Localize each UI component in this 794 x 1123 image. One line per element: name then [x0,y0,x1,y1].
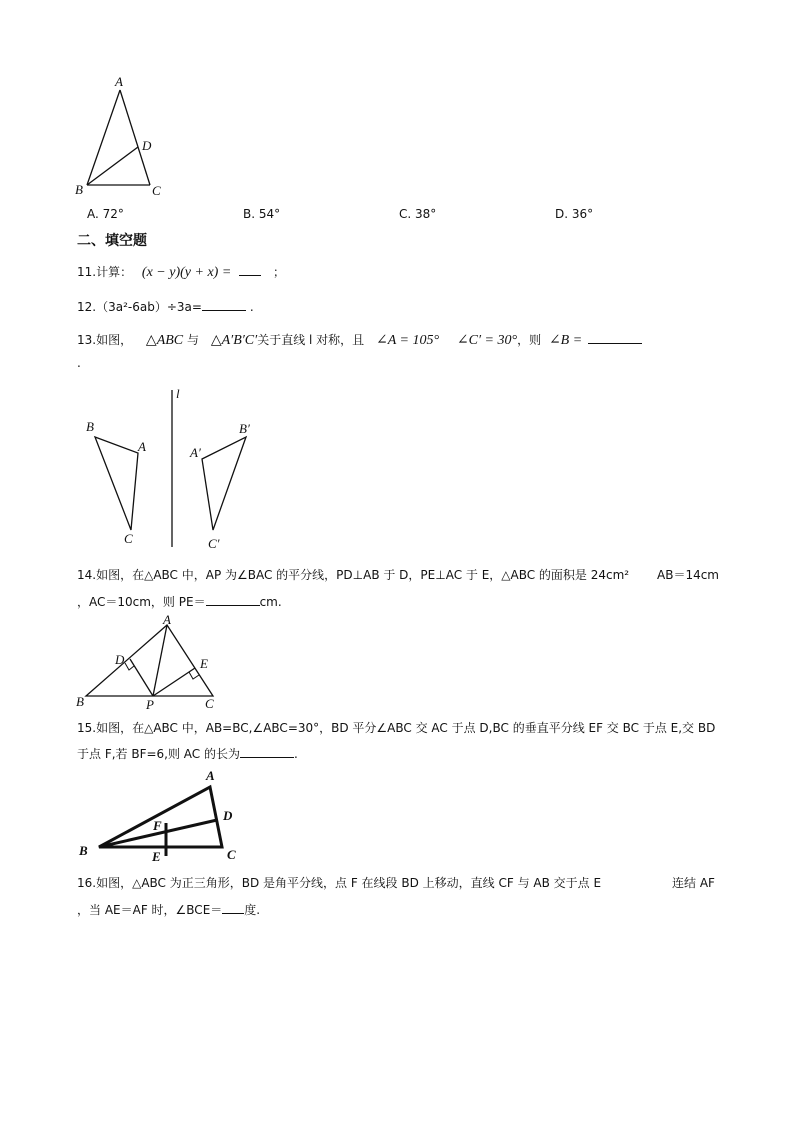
q11-line [77,263,285,281]
fig13-label-l: l [176,386,180,401]
q11-suffix: ； [272,265,285,279]
q13-triangle-abc: △ABC [145,333,184,348]
fig15-label-b: B [79,843,88,858]
section-title: 二、填空题 [77,233,147,249]
q11-prefix: 11.计算： [77,265,133,279]
triangle-abc [95,437,138,530]
q15-line1: 15.如图，在△ABC 中，AB=BC,∠ABC=30°，BD 平分∠ABC 交 AC 于点 D,BC 的垂直平分线 EF 交 BC 于点 E,交 BD [77,721,716,735]
q13-figure [80,385,280,555]
q11-answer-blank[interactable] [239,263,261,276]
q15-suffix: . [294,747,298,761]
q15-line2 [77,745,298,762]
q16-line1b: 连结 AF [672,876,715,890]
fig14-label-b: B [76,694,84,709]
q11-expression: (x − y)(y + x) = [141,265,232,280]
q13-then: ，则 [517,333,542,347]
fig15-label-c: C [227,847,236,862]
fig13-label-b-prime: B′ [239,421,250,436]
fig13-label-a: A [138,439,146,454]
fig14-label-e: E [200,656,208,671]
q14-line1 [77,567,629,583]
q12-answer-blank[interactable] [202,298,246,311]
fig13-label-b: B [86,419,94,434]
q13-part2: 关于直线 l 对称，且 [257,333,365,347]
q13-triangle-abc-prime: △A′B′C′ [210,333,258,348]
q13-end: . [77,356,81,370]
q14-answer-blank[interactable] [206,593,260,606]
edge-ab [87,90,120,185]
q13-angle-c-prime: ∠C′ = 30° [456,333,518,348]
q14-line2 [77,593,282,610]
q12-line [77,298,254,315]
q12-text: 12.（3a²-6ab）÷3a= [77,300,202,314]
q16-answer-blank[interactable] [222,901,244,914]
q13-answer-blank[interactable] [588,331,642,344]
q14-text1: 14.如图，在△ABC 中，AP 为∠BAC 的平分线，PD⊥AB 于 D，PE⊥AC 于 E，△ABC 的面积是 24cm² [77,568,630,582]
triangle-abc [86,625,213,696]
fig14-label-c: C [205,696,214,711]
q10-option-a[interactable]: A. 72° [87,207,124,221]
q13-line [77,331,642,349]
q16-text2: ，当 AE＝AF 时，∠BCE＝ [77,903,223,917]
fig10-label-a: A [115,74,123,89]
q14-line1b: AB＝14cm [657,568,719,582]
edge-bd [87,147,138,185]
q16-line1: 16.如图，△ABC 为正三角形，BD 是角平分线，点 F 在线段 BD 上移动，直线 CF 与 AB 交于点 E [77,876,602,890]
q13-part1: 13.如图， [77,333,133,347]
fig13-label-a-prime: A′ [190,445,201,460]
fig13-label-c-prime: C′ [208,536,220,551]
fig10-label-b: B [75,182,83,197]
q15-text2: 于点 F,若 BF=6,则 AC 的长为 [77,747,240,761]
q15-answer-blank[interactable] [240,745,294,758]
triangle-abc-prime [202,437,246,530]
q13-with: 与 [186,333,199,347]
q16-suffix: 度. [244,903,261,917]
q10-option-c[interactable]: C. 38° [399,207,437,221]
fig15-label-f: F [153,818,162,833]
q10-option-b[interactable]: B. 54° [243,207,281,221]
fig15-label-a: A [206,768,215,783]
fig14-label-d: D [115,652,125,667]
fig15-label-d: D [223,808,233,823]
q13-angle-b: ∠B = [548,333,583,348]
q14-text2: ，AC＝10cm，则 PE＝ [77,595,206,609]
q14-unit: cm. [259,595,282,609]
fig13-label-c: C [124,531,133,546]
fig15-label-e: E [152,849,161,864]
triangle-abc [99,787,222,847]
segment-pd [130,659,153,696]
q13-angle-a: ∠A = 105° [376,333,440,348]
fig14-label-p: P [146,697,154,712]
q12-suffix: . [249,300,254,314]
q10-option-d[interactable]: D. 36° [555,207,594,221]
q16-line2 [77,901,260,918]
fig10-label-c: C [152,183,161,198]
fig10-label-d: D [142,138,152,153]
fig14-label-a: A [163,612,171,627]
